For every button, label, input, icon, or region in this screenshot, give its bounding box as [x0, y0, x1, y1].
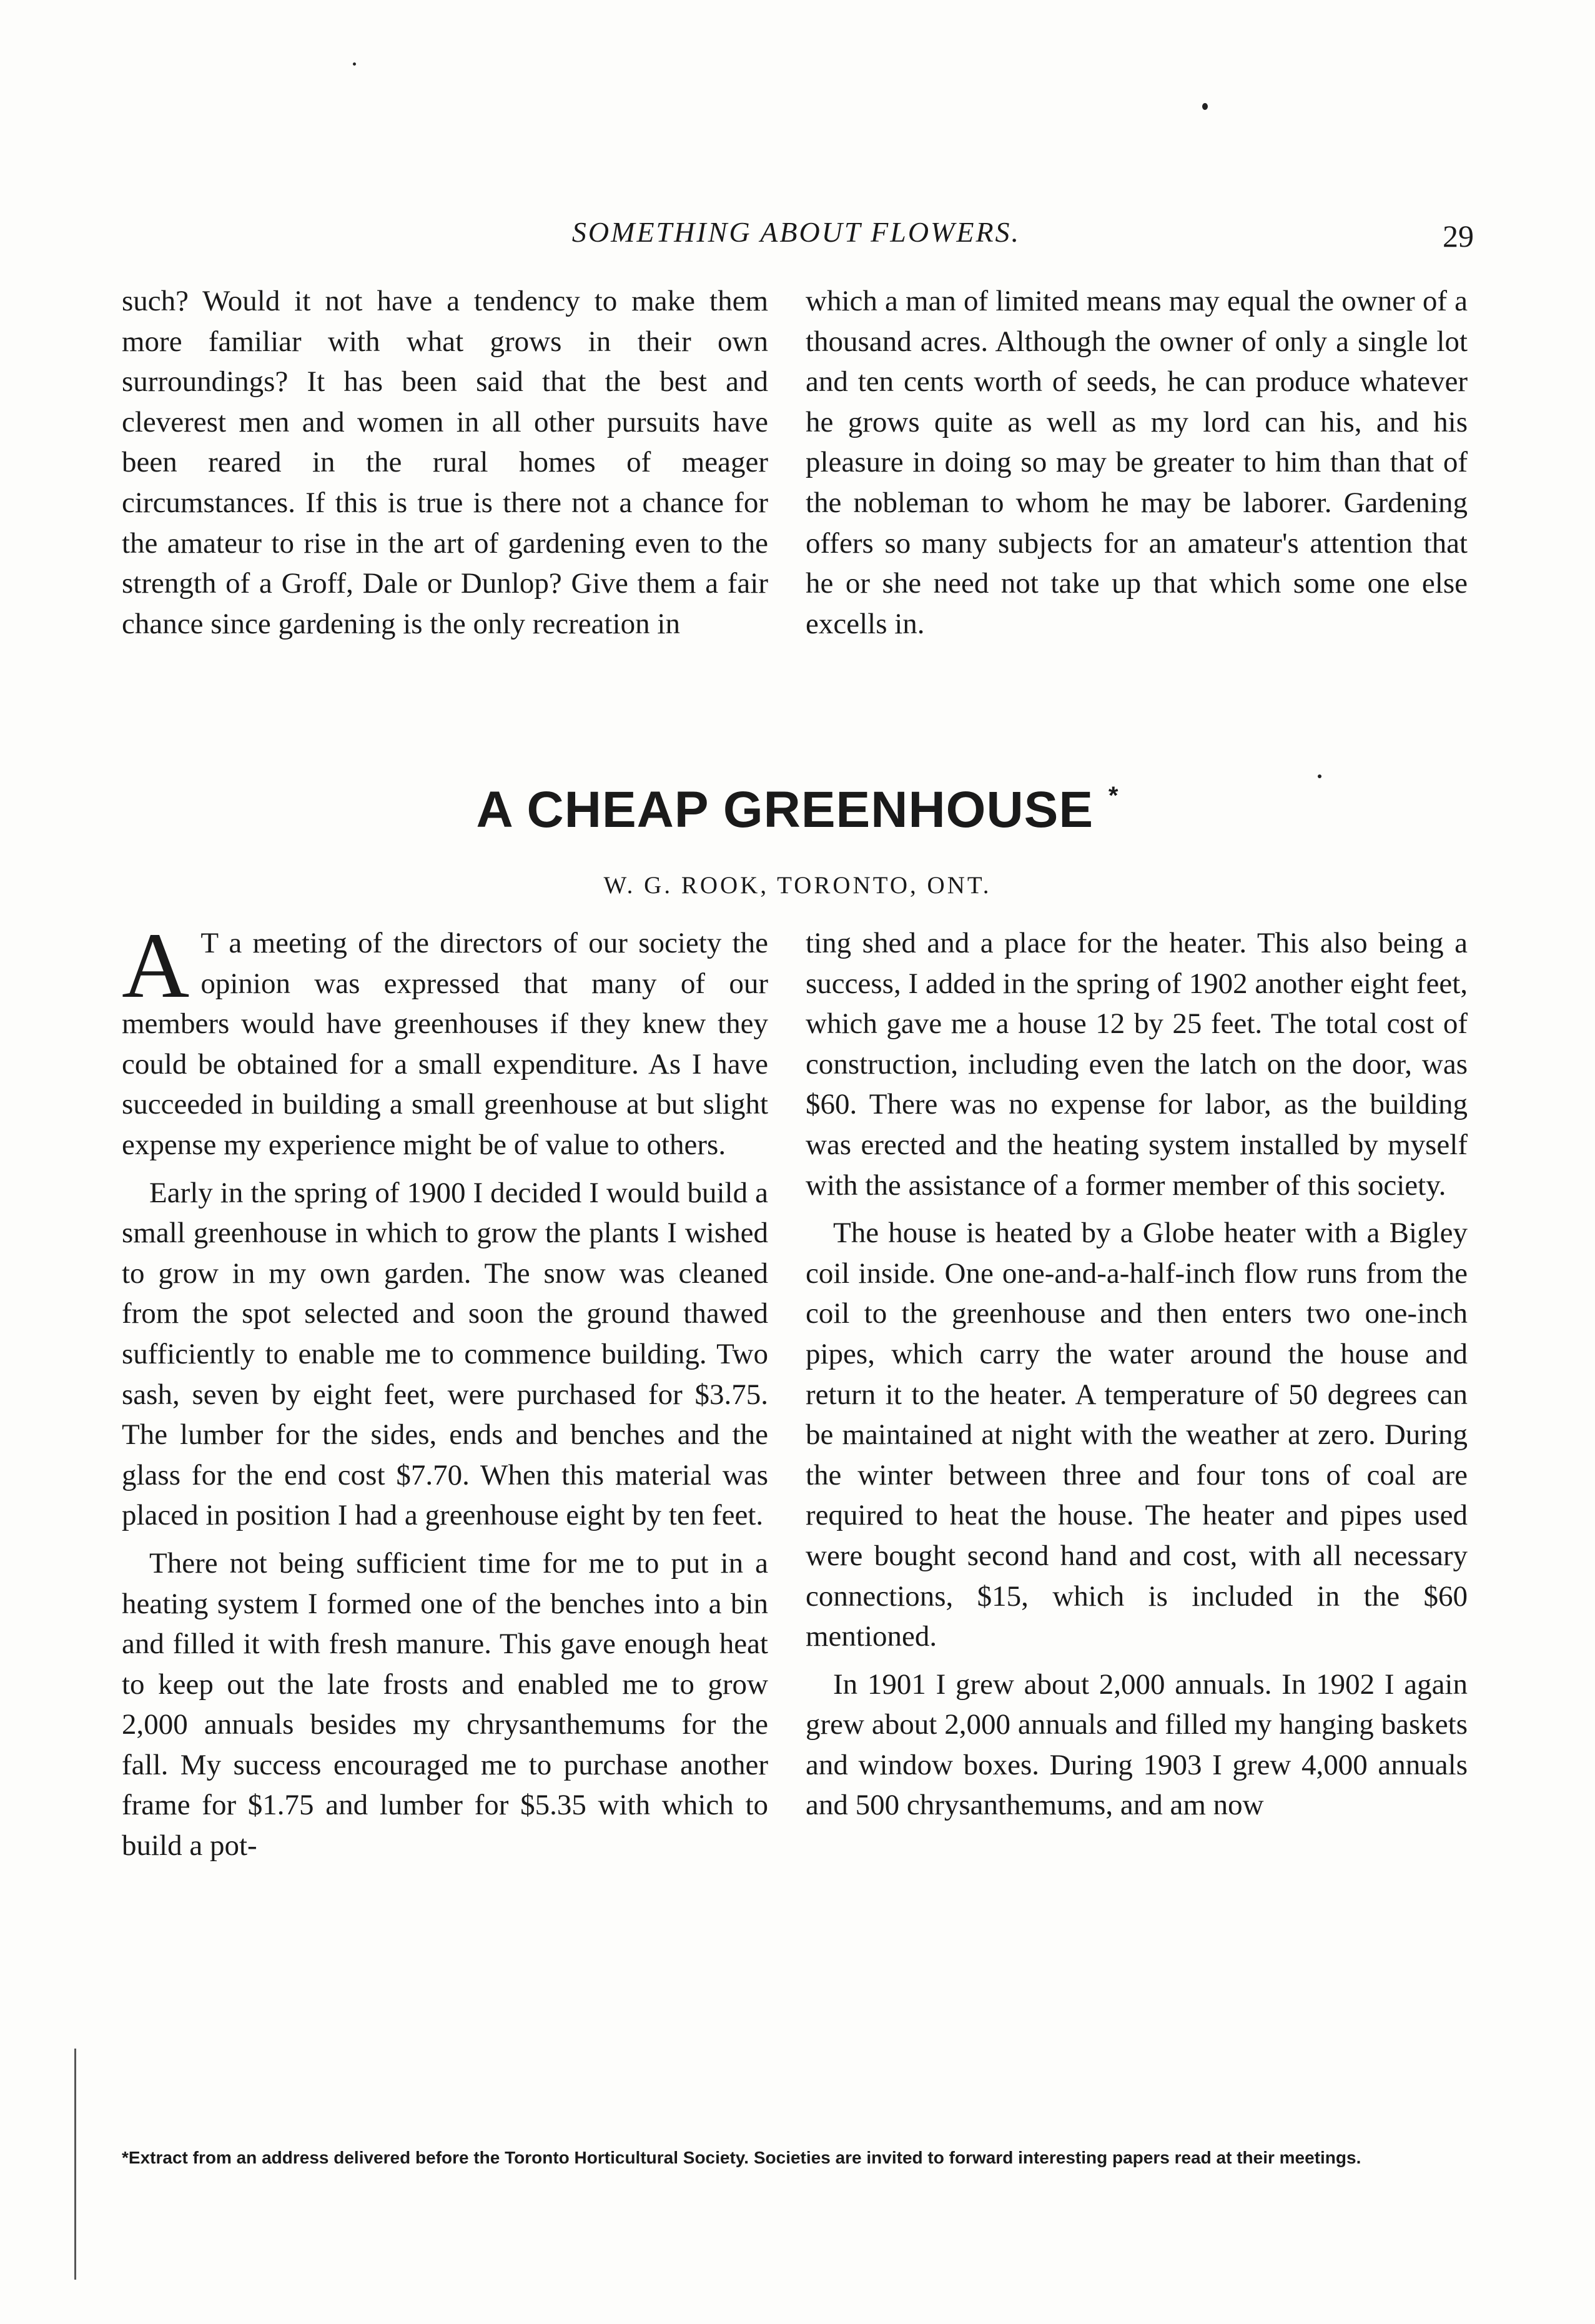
article-title-text: A CHEAP GREENHOUSE [476, 781, 1094, 838]
paragraph: ting shed and a place for the heater. This also being a success, I added in the spring of 1902 another eight feet, which gave me a house 12 by 25 feet. The total cost of construction, including even the latch on the door, was $60. There was no expense for labor, as the building was erected and the heating system installed by myself with the assistance of a former member of this society. [806, 927, 1468, 1202]
article-title [0, 781, 1595, 839]
drop-cap: A [122, 914, 190, 1017]
running-title: SOMETHING ABOUT FLOWERS. [571, 216, 1021, 248]
scan-speck [1202, 103, 1208, 110]
binding-edge-line [74, 2049, 76, 2280]
opening-paragraph-text: T a meeting of the directors of our society the opinion was expressed that many of our members would have greenhouses if they knew they could be obtained for a small expenditure. As I have succeeded in building a small greenhouse at but slight expense my experience might be of value to others. [122, 927, 768, 1161]
article-byline: W. G. ROOK, TORONTO, ONT. [603, 872, 992, 899]
paragraph: Early in the spring of 1900 I decided I would build a small greenhouse in which to grow the plants I wished to grow in my own garden. The snow was cleaned from the spot selected and soon the ground thawed sufficiently to enable me to commence building. Two sash, seven by eight feet, were purchased for $3.75. The lumber for the sides, ends and benches and the glass for the end cost $7.70. When this material was placed in position I had a greenhouse eight by ten feet. [122, 1176, 768, 1532]
previous-article-left-column [122, 281, 768, 644]
footnote-marker: * [1108, 782, 1119, 809]
paragraph: such? Would it not have a tendency to make them more familiar with what grows in their own surroundings? It has been said that the best and cleverest men and women in all other pursuits have been reared in the rural homes of meager circumstances. If this is true is there not a chance for the amateur to rise in the art of gardening even to the strength of a Groff, Dale or Dunlop? Give them a fair chance since gardening is the only recreation in [122, 285, 768, 640]
scan-speck [353, 62, 356, 66]
article-right-column [806, 923, 1468, 1826]
previous-article-right-column [806, 281, 1468, 644]
scan-speck [1318, 774, 1321, 778]
paragraph: In 1901 I grew about 2,000 annuals. In 1902 I again grew about 2,000 annuals and filled my hanging baskets and window boxes. During 1903 I grew 4,000 annuals and 500 chrysanthemums, and am now [806, 1668, 1468, 1822]
running-header [119, 215, 1474, 259]
article-left-column [122, 914, 768, 1866]
paragraph: which a man of limited means may equal the owner of a thousand acres. Although the owner of only a single lot and ten cents worth of seeds, he can produce whatever he grows quite as well as my lord can his, and his pleasure in doing so may be greater to him than that of the nobleman to whom he may be laborer. Gardening offers so many subjects for an amateur's attention that he or she need not take up that which some one else excells in. [806, 285, 1468, 640]
page-number: 29 [1443, 219, 1474, 254]
paragraph: There not being sufficient time for me to put in a heating system I formed one of the benches into a bin and filled it with fresh manure. This gave enough heat to keep out the late frosts and enabled me to grow 2,000 annuals besides my chrysanthemums for the fall. My success encouraged me to purchase another frame for $1.75 and lumber for $5.35 with which to build a pot- [122, 1546, 768, 1862]
opening-paragraph [122, 914, 768, 1165]
paragraph: The house is heated by a Globe heater with a Bigley coil inside. One one-and-a-half-inch flow runs from the coil to the greenhouse and then enters two one-inch pipes, which carry the water around the house and return it to the heater. A temperature of 50 degrees can be maintained at night with the weather at zero. During the winter between three and four tons of coal are required to heat the house. The heater and pipes used were bought second hand and cost, with all necessary connections, $15, which is included in the $60 mentioned. [806, 1217, 1468, 1653]
footnote: *Extract from an address delivered before the Toronto Horticultural Society. Societies are invited to forward interesting papers read at their meetings. [122, 2148, 1361, 2167]
